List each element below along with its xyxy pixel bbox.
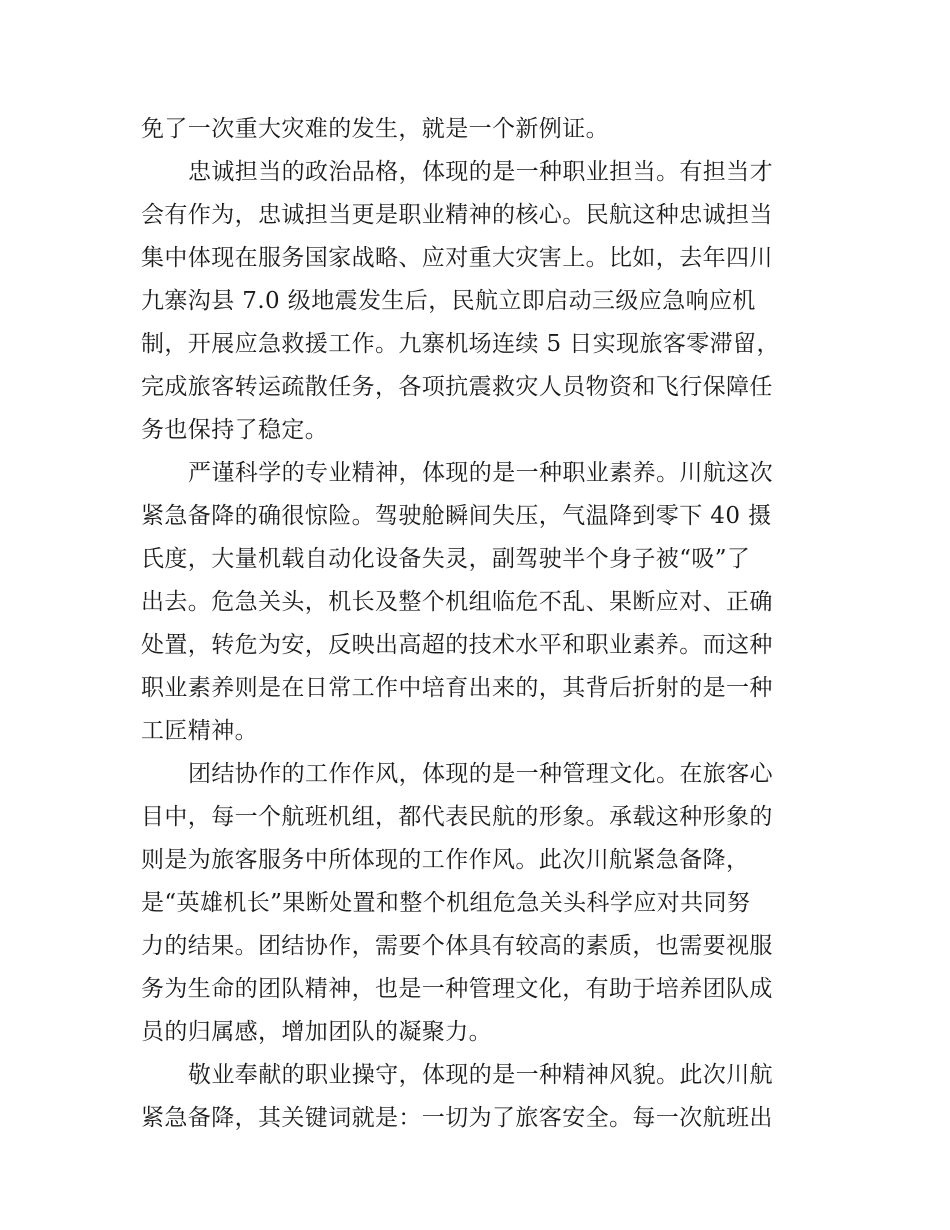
text-line: 紧急备降的确很惊险。驾驶舱瞬间失压，气温降到零下 40 摄 xyxy=(141,503,772,529)
text-line: 九寨沟县 7.0 级地震发生后，民航立即启动三级应急响应机 xyxy=(141,288,756,314)
paragraph-start-line: 团结协作的工作作风，体现的是一种管理文化。在旅客心 xyxy=(188,761,773,787)
text-line: 工匠精神。 xyxy=(141,718,258,744)
text-line: 则是为旅客服务中所体现的工作作风。此次川航紧急备降， xyxy=(141,847,750,873)
text-line: 会有作为，忠诚担当更是职业精神的核心。民航这种忠诚担当 xyxy=(141,202,773,228)
text-line: 集中体现在服务国家战略、应对重大灾害上。比如，去年四川 xyxy=(141,245,773,271)
paragraph-start-line: 严谨科学的专业精神，体现的是一种职业素养。川航这次 xyxy=(188,460,773,486)
text-line: 完成旅客转运疏散任务，各项抗震救灾人员物资和飞行保障任 xyxy=(141,374,773,400)
text-line: 氏度，大量机载自动化设备失灵，副驾驶半个身子被“吸”了 xyxy=(141,546,751,572)
text-line: 职业素养则是在日常工作中培育出来的，其背后折射的是一种 xyxy=(141,675,773,701)
text-line: 出去。危急关头，机长及整个机组临危不乱、果断应对、正确 xyxy=(141,589,773,615)
text-line: 免了一次重大灾难的发生，就是一个新例证。 xyxy=(141,116,609,142)
paragraph-start-line: 敬业奉献的职业操守，体现的是一种精神风貌。此次川航 xyxy=(188,1062,773,1088)
text-line: 务也保持了稳定。 xyxy=(141,417,329,443)
paragraph-start-line: 忠诚担当的政治品格，体现的是一种职业担当。有担当才 xyxy=(188,159,773,185)
text-line: 务为生命的团队精神，也是一种管理文化，有助于培养团队成 xyxy=(141,976,773,1002)
body-text xyxy=(141,108,813,1140)
text-line: 处置，转危为安，反映出高超的技术水平和职业素养。而这种 xyxy=(141,632,773,658)
text-line: 制，开展应急救援工作。九寨机场连续 5 日实现旅客零滞留， xyxy=(141,331,780,357)
text-line: 力的结果。团结协作，需要个体具有较高的素质，也需要视服 xyxy=(141,933,773,959)
text-line: 目中，每一个航班机组，都代表民航的形象。承载这种形象的 xyxy=(141,804,773,830)
text-line: 员的归属感，增加团队的凝聚力。 xyxy=(141,1019,492,1045)
text-line: 是“英雄机长”果断处置和整个机组危急关头科学应对共同努 xyxy=(141,890,751,916)
text-line: 紧急备降，其关键词就是：一切为了旅客安全。每一次航班出 xyxy=(141,1105,773,1131)
